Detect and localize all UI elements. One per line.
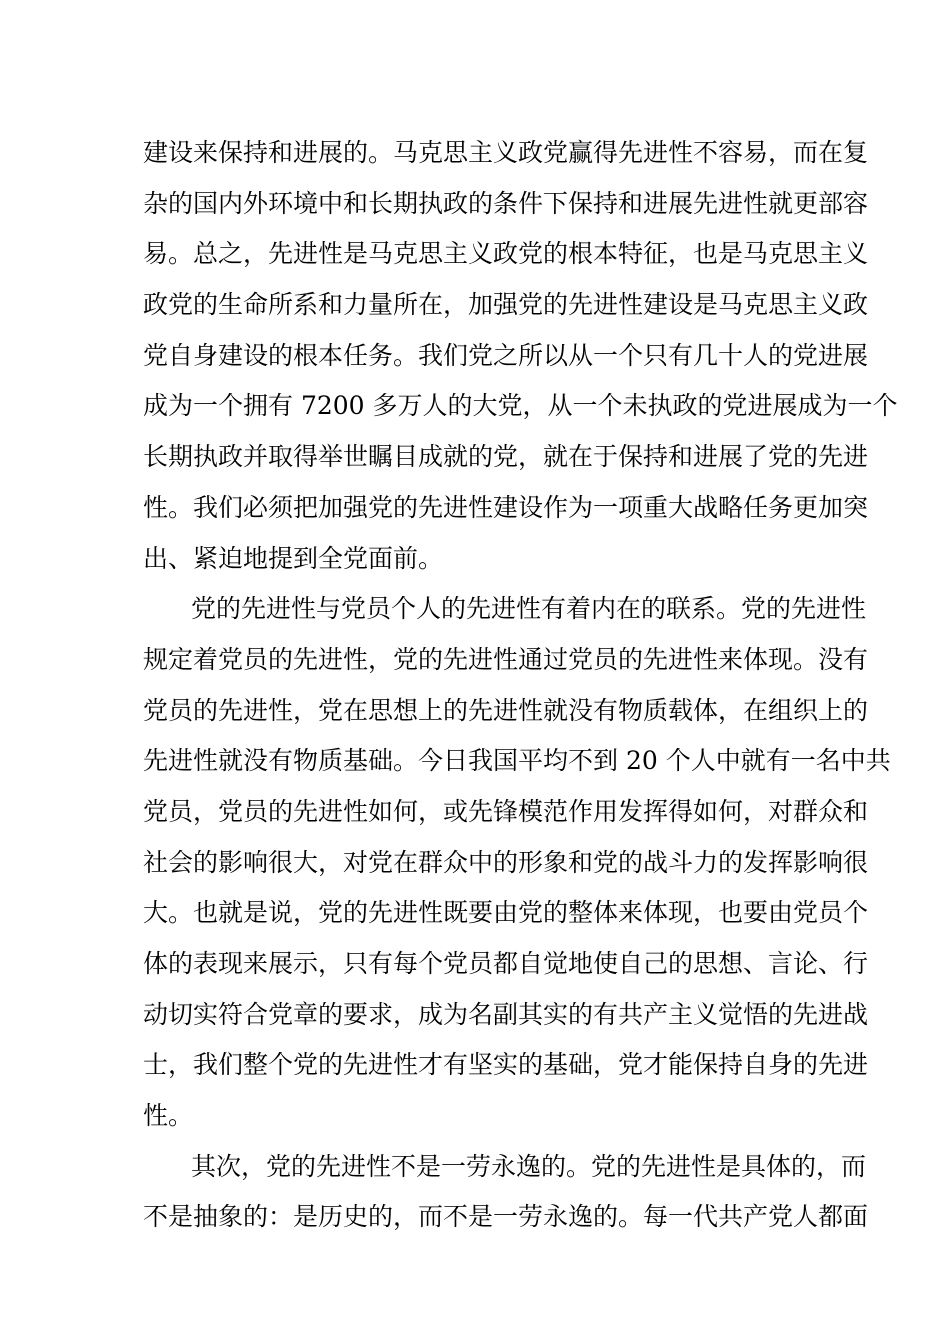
paragraph-last-line: 出、紧迫地提到全党面前。 (143, 543, 444, 573)
text-line: 大。也就是说，党的先进性既要由党的整体来体现，也要由党员个 (143, 898, 869, 928)
text-line: 易。总之，先进性是马克思主义政党的根本特征，也是马克思主义 (143, 239, 869, 269)
text-line: 党员，党员的先进性如何，或先锋模范作用发挥得如何，对群众和 (143, 796, 869, 826)
paragraph-first-line: 其次，党的先进性不是一劳永逸的。党的先进性是具体的，而 (191, 1151, 867, 1181)
text-line: 社会的影响很大，对党在群众中的形象和党的战斗力的发挥影响很 (143, 847, 869, 877)
text-line: 政党的生命所系和力量所在，加强党的先进性建设是马克思主义政 (143, 290, 869, 320)
paragraph-first-line: 党的先进性与党员个人的先进性有着内在的联系。党的先进性 (191, 594, 867, 624)
text-line: 成为一个拥有 7200 多万人的大党，从一个未执政的党进展成为一个 (143, 391, 898, 421)
text-line: 建设来保持和进展的。马克思主义政党赢得先进性不容易，而在复 (143, 138, 869, 167)
text-line: 党员的先进性，党在思想上的先进性就没有物质载体，在组织上的 (143, 695, 869, 725)
text-line: 规定着党员的先进性，党的先进性通过党员的先进性来体现。没有 (143, 644, 869, 674)
paragraph-last-line: 性。 (143, 1101, 194, 1131)
text-line: 动切实符合党章的要求，成为名副其实的有共产主义觉悟的先进战 (143, 999, 869, 1029)
text-line: 士，我们整个党的先进性才有坚实的基础，党才能保持自身的先进 (143, 1050, 869, 1080)
text-line: 党自身建设的根本任务。我们党之所以从一个只有几十人的党进展 (143, 340, 869, 370)
text-line: 杂的国内外环境中和长期执政的条件下保持和进展先进性就更部容 (143, 188, 869, 218)
text-line: 长期执政并取得举世瞩目成就的党，就在于保持和进展了党的先进 (143, 442, 869, 472)
text-line: 先进性就没有物质基础。今日我国平均不到 20 个人中就有一名中共 (143, 746, 891, 776)
text-line: 性。我们必须把加强党的先进性建设作为一项重大战略任务更加突 (143, 492, 869, 522)
text-line: 体的表现来展示，只有每个党员都自觉地使自己的思想、言论、行 (143, 949, 869, 978)
document-body (143, 128, 898, 1243)
text-line: 不是抽象的：是历史的，而不是一劳永逸的。每一代共产党人都面 (143, 1202, 869, 1232)
